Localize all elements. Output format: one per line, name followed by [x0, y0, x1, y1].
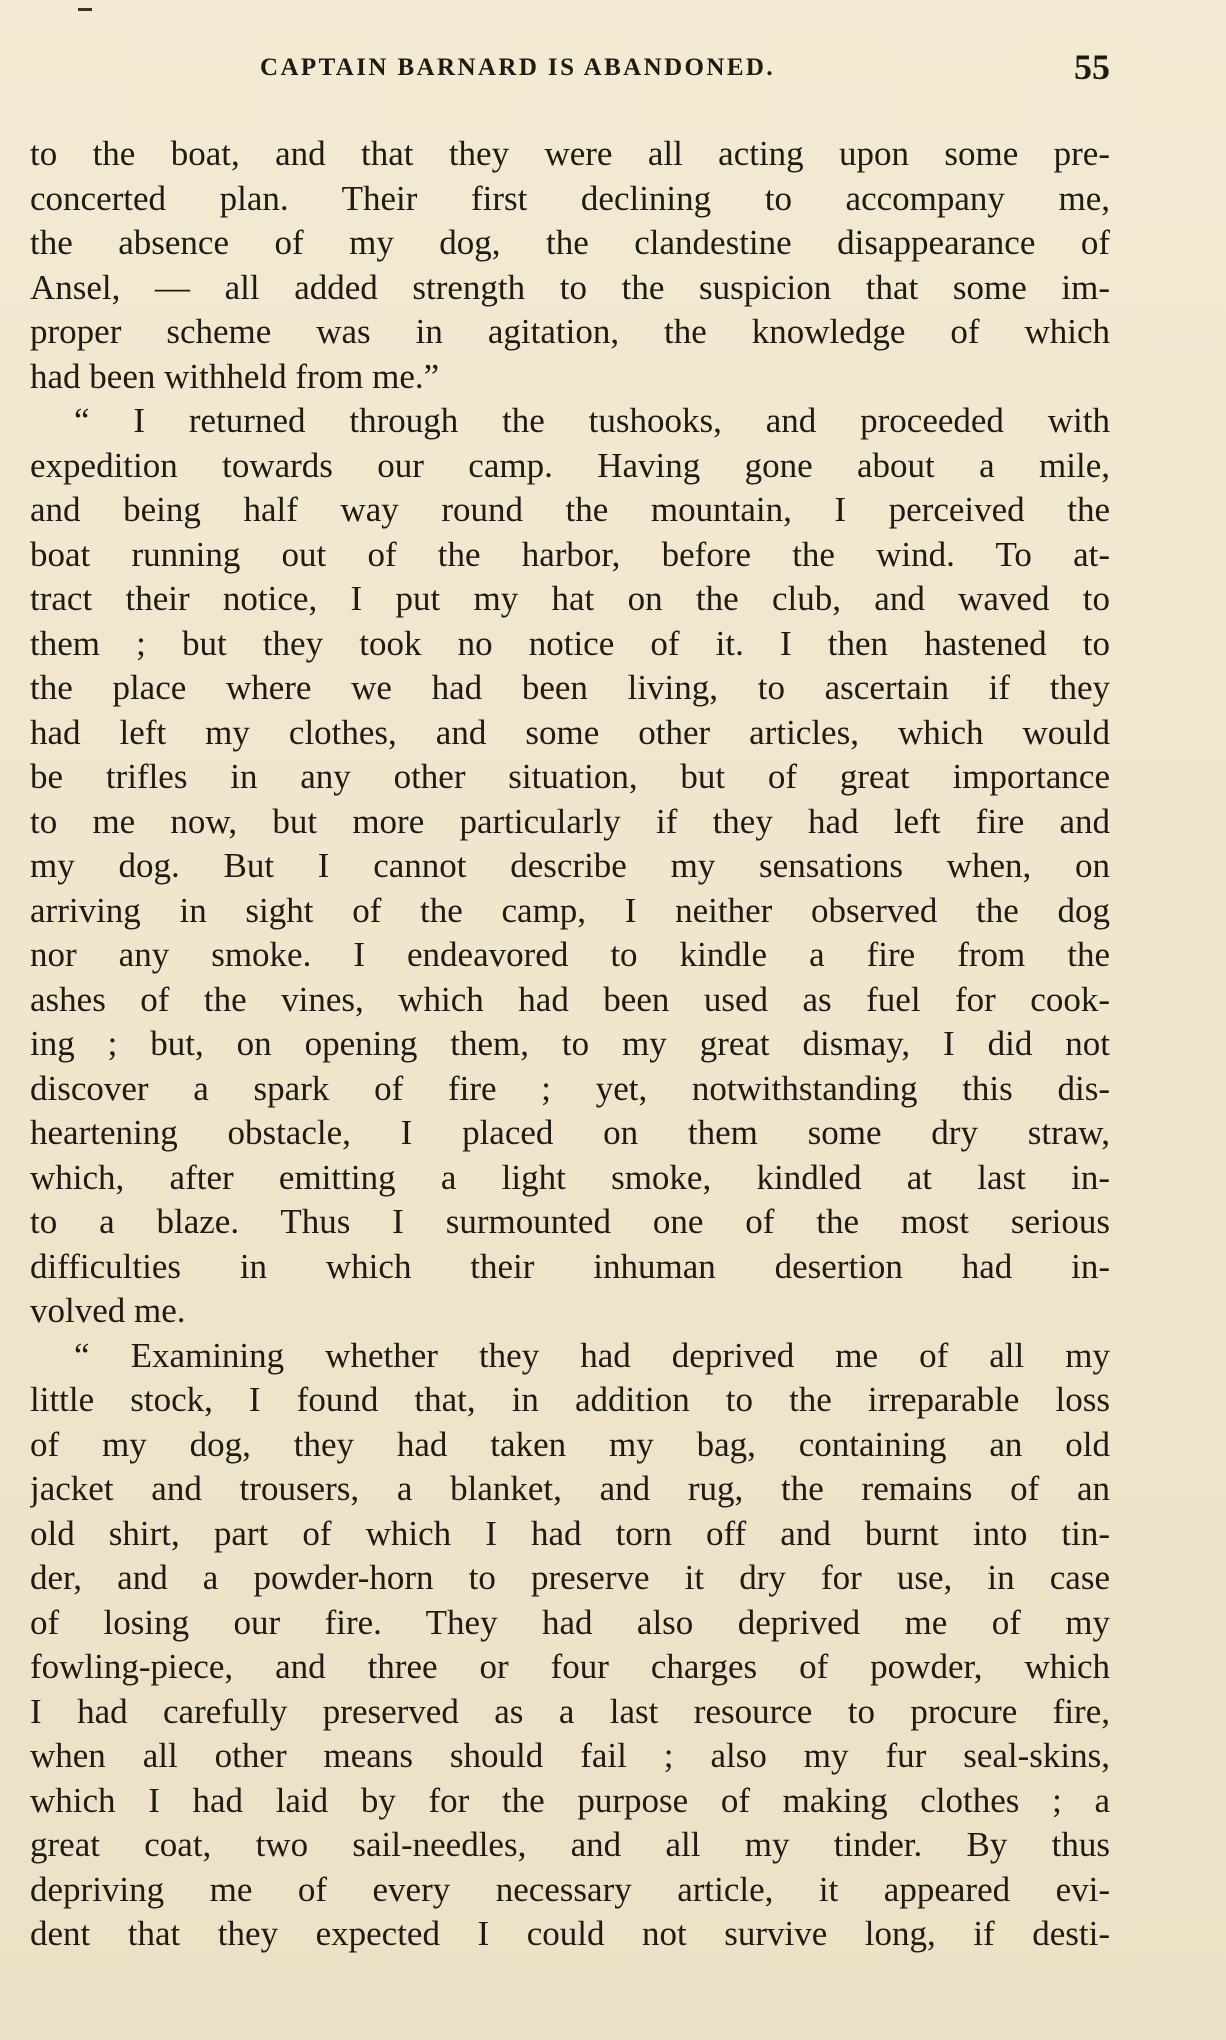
text-line: of my dog, they had taken my bag, containing an old — [30, 1424, 1110, 1464]
text-line: “ Examining whether they had deprived me of all my — [74, 1335, 1110, 1375]
text-line: difficulties in which their inhuman desertion had in- — [30, 1246, 1110, 1286]
text-line: my dog. But I cannot describe my sensations when, on — [30, 846, 1110, 885]
text-line: heartening obstacle, I placed on them some dry straw, — [30, 1113, 1110, 1152]
text-line: fowling-piece, and three or four charges of powder, which — [30, 1647, 1110, 1686]
text-line: arriving in sight of the camp, I neither observed the dog — [30, 890, 1110, 930]
text-line: boat running out of the harbor, before the wind. To at- — [30, 534, 1110, 574]
text-line: had left my clothes, and some other articles, which would — [30, 712, 1110, 752]
text-line: had been withheld from me.” — [30, 356, 440, 396]
text-line: little stock, I found that, in addition to the irreparable loss — [30, 1380, 1110, 1419]
text-line: old shirt, part of which I had torn off and burnt into tin- — [30, 1513, 1110, 1553]
text-line: discover a spark of fire ; yet, notwithstanding this dis- — [30, 1068, 1110, 1108]
text-line: which I had laid by for the purpose of making clothes ; a — [30, 1780, 1110, 1820]
text-line: expedition towards our camp. Having gone about a mile, — [30, 445, 1110, 485]
body-text — [30, 132, 1110, 1957]
text-line: to a blaze. Thus I surmounted one of the most serious — [30, 1202, 1110, 1241]
text-line: be trifles in any other situation, but of great importance — [30, 757, 1110, 796]
text-line: dent that they expected I could not survive long, if desti- — [30, 1914, 1110, 1953]
ink-mark — [78, 8, 92, 11]
text-line: depriving me of every necessary article, it appeared evi- — [30, 1869, 1110, 1909]
text-line: volved me. — [30, 1291, 186, 1330]
text-line: “ I returned through the tushooks, and proceeded with — [74, 401, 1110, 440]
text-line: of losing our fire. They had also deprived me of my — [30, 1602, 1110, 1642]
text-line: great coat, two sail-needles, and all my tinder. By thus — [30, 1825, 1110, 1864]
text-line: I had carefully preserved as a last resource to procure fire, — [30, 1691, 1110, 1731]
running-head: CAPTAIN BARNARD IS ABANDONED. — [260, 54, 776, 81]
page-number: 55 — [1074, 47, 1110, 87]
text-line: ing ; but, on opening them, to my great dismay, I did not — [30, 1024, 1110, 1063]
text-line: tract their notice, I put my hat on the club, and waved to — [30, 579, 1110, 618]
page-header — [30, 47, 1110, 90]
text-line: proper scheme was in agitation, the knowledge of which — [30, 312, 1110, 351]
text-line: to the boat, and that they were all acting upon some pre- — [30, 134, 1110, 173]
text-line: and being half way round the mountain, I perceived the — [30, 490, 1110, 529]
text-line: nor any smoke. I endeavored to kindle a fire from the — [30, 935, 1110, 974]
text-line: to me now, but more particularly if they had left fire and — [30, 801, 1110, 841]
text-line: concerted plan. Their first declining to accompany me, — [30, 178, 1110, 218]
text-line: der, and a powder-horn to preserve it dry for use, in case — [30, 1558, 1110, 1597]
text-line: the absence of my dog, the clandestine disappearance of — [30, 223, 1110, 262]
text-line: when all other means should fail ; also my fur seal-skins, — [30, 1736, 1110, 1775]
text-line: ashes of the vines, which had been used as fuel for cook- — [30, 979, 1110, 1019]
text-line: jacket and trousers, a blanket, and rug, the remains of an — [30, 1469, 1110, 1508]
text-line: the place where we had been living, to ascertain if they — [30, 668, 1110, 707]
text-line: them ; but they took no notice of it. I then hastened to — [30, 623, 1110, 663]
text-line: which, after emitting a light smoke, kindled at last in- — [30, 1157, 1110, 1197]
text-line: Ansel, — all added strength to the suspicion that some im- — [30, 267, 1110, 307]
